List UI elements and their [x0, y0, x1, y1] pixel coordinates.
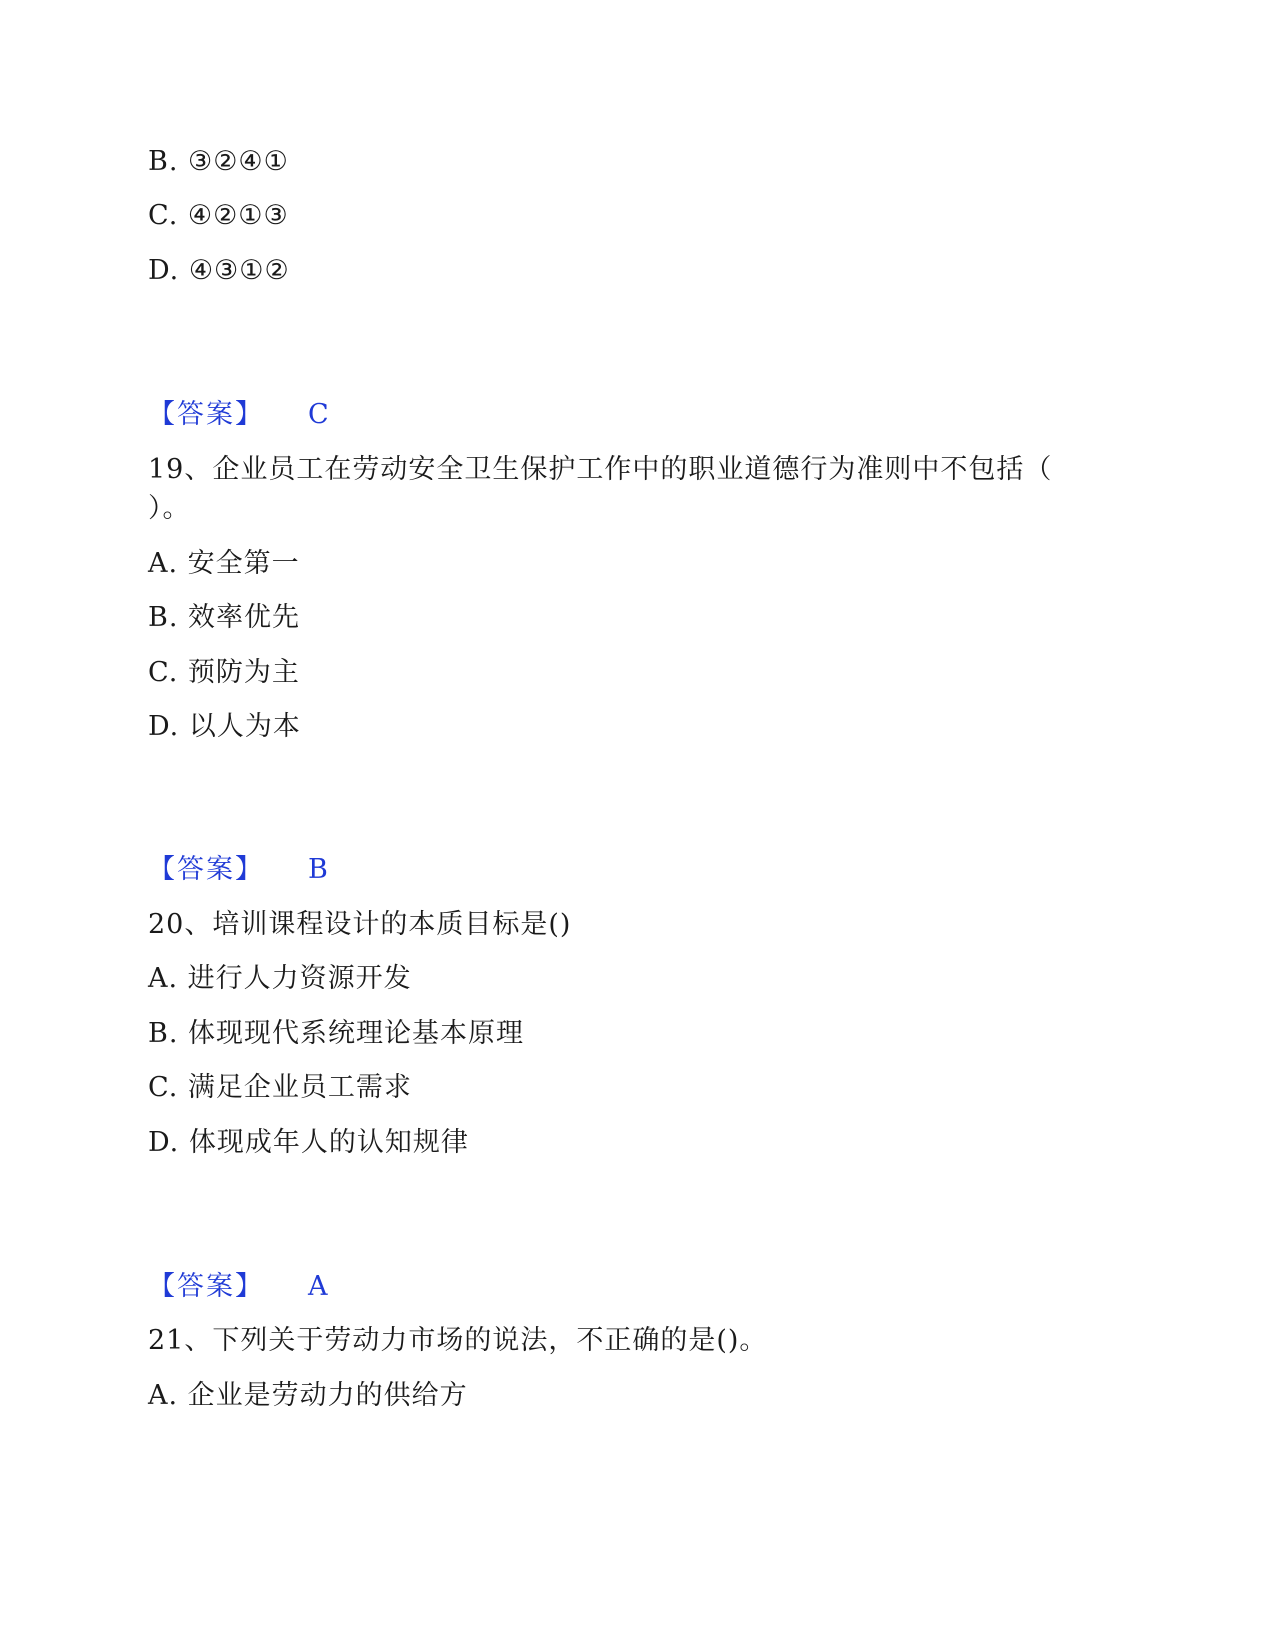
q20-stem: 20、培训课程设计的本质目标是(): [148, 909, 572, 940]
answer-label: 【答案】: [148, 1271, 264, 1302]
q21-stem: 21、下列关于劳动力市场的说法，不正确的是()。: [148, 1325, 768, 1356]
q20-answer: [148, 1270, 548, 1304]
q19-stem-line1: 19、企业员工在劳动安全卫生保护工作中的职业道德行为准则中不包括（: [148, 454, 1053, 485]
q18-answer: [148, 398, 548, 432]
q19-option-a: A. 安全第一: [148, 548, 300, 579]
q19-option-b: B. 效率优先: [148, 602, 301, 633]
answer-value: C: [308, 399, 329, 430]
answer-value: B: [308, 854, 328, 885]
q18-option-d: D. ④③①②: [148, 255, 290, 286]
q19-option-d: D. 以人为本: [148, 711, 301, 742]
q20-option-d: D. 体现成年人的认知规律: [148, 1127, 469, 1158]
q19-answer: [148, 853, 548, 887]
q20-option-c: C. 满足企业员工需求: [148, 1072, 412, 1103]
q19-stem-line2: ）。: [148, 493, 191, 524]
q19-option-c: C. 预防为主: [148, 657, 300, 688]
answer-label: 【答案】: [148, 854, 264, 885]
q18-option-b: B. ③②④①: [148, 146, 289, 177]
q20-option-a: A. 进行人力资源开发: [148, 963, 412, 994]
answer-value: A: [308, 1271, 328, 1302]
answer-label: 【答案】: [148, 399, 264, 430]
q18-option-c: C. ④②①③: [148, 200, 289, 231]
q20-option-b: B. 体现现代系统理论基本原理: [148, 1018, 525, 1049]
q21-option-a: A. 企业是劳动力的供给方: [148, 1380, 468, 1411]
